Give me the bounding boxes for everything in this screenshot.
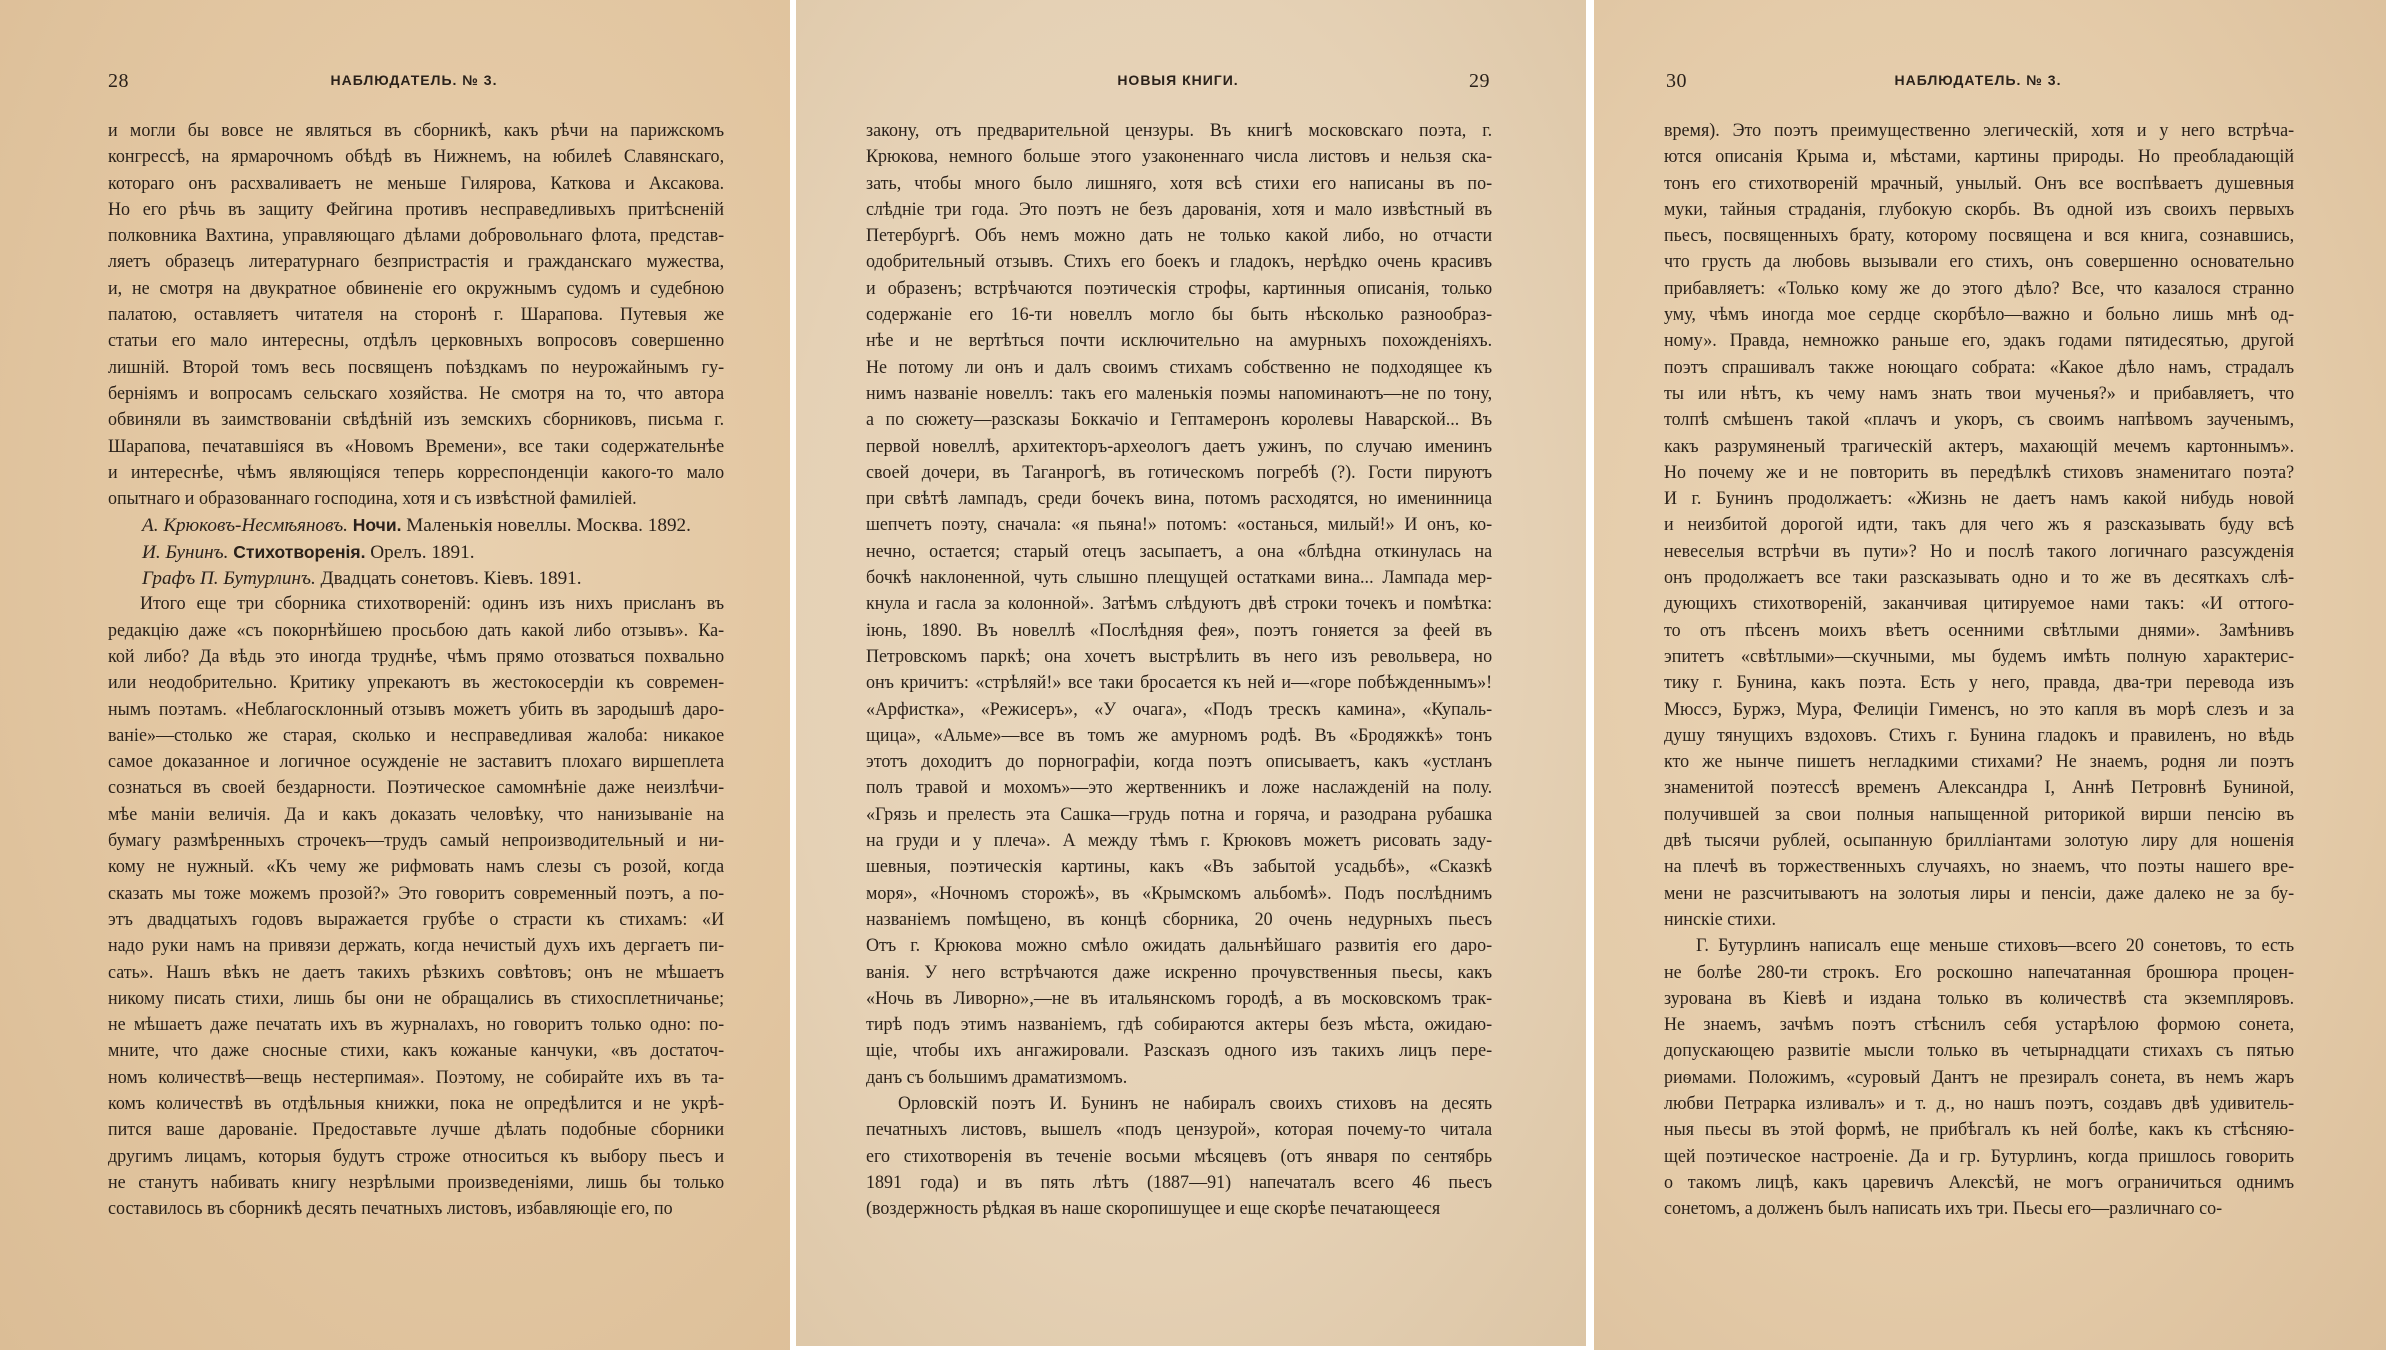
text-line: невеселыя встрѣчи въ пути»? Но и послѣ такого логичнаго разсужденія: [1664, 540, 2295, 562]
text-line: другимъ лицамъ, которыя будутъ строже относиться къ выбору пьесъ и: [108, 1145, 725, 1167]
text-line: нечно, остается; старый отецъ засыпаетъ, а она «блѣдна откинулась на: [866, 540, 1493, 562]
text-line: опытнаго и образованнаго господина, хотя и съ извѣстной фамиліей.: [108, 488, 637, 510]
text-line: нымъ поэтамъ. «Неблагосклонный отзывъ можетъ убить въ зародышѣ даро-: [108, 698, 725, 720]
text-line: дующихъ стихотвореній, заканчивая цитируемое нами такъ: «И оттого-: [1664, 593, 2295, 615]
running-head: НОВЫЯ КНИГИ.: [1117, 72, 1239, 88]
entry-title: Стихотворенія.: [233, 541, 366, 562]
text-line: сказать мы тоже можемъ прозой?» Это говоритъ современный поэтъ, а по-: [108, 882, 725, 904]
text-line: обвиняли въ заимствованіи свѣдѣній изъ земскихъ сборниковъ, письма г.: [108, 409, 725, 431]
text-line: сать». Нашъ вѣкъ не даетъ такихъ рѣзкихъ совѣтовъ; онъ не мѣшаетъ: [108, 961, 725, 983]
text-line: палатою, оставляетъ читателя на сторонѣ г. Шарапова. Путевыя же: [108, 304, 725, 326]
text-line: что грусть да любовь вызывали его стихъ, онъ совершенно основательно: [1664, 251, 2295, 273]
text-line: пится ваше дарованіе. Предоставьте лучше дѣлать подобные сборники: [108, 1119, 725, 1141]
text-line: муки, тайныя страданія, глубокую скорбь. Въ одной изъ своихъ первыхъ: [1664, 198, 2295, 220]
text-line: содержаніе его 16-ти новеллъ могло бы быть нѣсколько разнообраз-: [866, 304, 1493, 326]
text-line: редакцію даже «съ покорнѣйшею просьбою дать какой либо отзывъ». Ка-: [108, 619, 725, 641]
page-28: [0, 0, 790, 1350]
text-block-b: [108, 591, 724, 1222]
text-line: и интереснѣе, чѣмъ являющіяся теперь корреспонденціи какого-то мало: [108, 461, 725, 483]
text-line: самое доказанное и логичное осужденіе не заставитъ плохаго виршеплета: [108, 751, 725, 773]
text-line: щіе, чтобы ихъ ангажировали. Разсказъ одного изъ такихъ лицъ пере-: [866, 1040, 1493, 1062]
text-line: ются описанія Крыма и, мѣстами, картины природы. Но преобладающій: [1664, 146, 2295, 168]
text-line: зать, чтобы много было лишняго, хотя всѣ стихи его написаны въ по-: [866, 172, 1493, 194]
text-line: и образенъ; встрѣчаются поэтическія строфы, картинныя описанія, только: [866, 277, 1493, 299]
text-line: нимъ названіе новеллъ: такъ его маленькія поэмы напоминаютъ—не по тону,: [866, 382, 1493, 404]
entry-author: И. Бунинъ.: [142, 541, 229, 563]
text-line: кнула и гасла за колонной». Затѣмъ слѣдуютъ двѣ строки точекъ и помѣтка:: [866, 593, 1493, 615]
text-line: эпитетъ «свѣтлыми»—скучными, мы будемъ имѣть полную характерис-: [1664, 645, 2295, 667]
running-head: НАБЛЮДАТЕЛЬ. № 3.: [330, 72, 498, 88]
text-line: Г. Бутурлинъ написалъ еще меньше стиховъ—всего 20 сонетовъ, то есть: [1695, 935, 2295, 957]
text-line: поэтъ спрашивалъ также ноющаго собрата: «Какое дѣло намъ, страдалъ: [1664, 356, 2295, 378]
text-line: шепчетъ поэту, сначала: «я пьяна!» потомъ: «останься, милый!» И онъ, ко-: [866, 514, 1493, 536]
bibliography-entry: [108, 512, 724, 538]
text-line: нинскіе стихи.: [1664, 908, 1776, 930]
text-line: ляетъ образецъ литературнаго безпристрастія и гражданскаго мужества,: [108, 251, 725, 273]
page-body: [866, 118, 1492, 1222]
text-line: кому не нужный. «Къ чему же рифмовать намъ слезы съ розой, когда: [108, 856, 725, 878]
text-line: мните, что даже сносные стихи, какъ кожаные канчуки, «въ достаточ-: [108, 1040, 725, 1062]
text-line: «Ночь въ Ливорно»,—не въ итальянскомъ городѣ, а въ московскомъ трак-: [866, 987, 1493, 1009]
text-line: номъ количествѣ—вещь нестерпимая». Поэтому, не собирайте ихъ въ та-: [108, 1066, 725, 1088]
text-line: сознаться въ своей бездарности. Поэтическое самомнѣніе даже неизлѣчи-: [108, 777, 725, 799]
text-line: іюнь, 1890. Въ новеллѣ «Послѣдняя фея», поэтъ гоняется за феей въ: [866, 619, 1493, 641]
text-line: ваніе»—столько же старая, сколько и несправедливая жалоба: никакое: [108, 724, 725, 746]
text-line: первой новеллѣ, архитекторъ-археологъ даетъ ужинъ, по случаю именинъ: [866, 435, 1493, 457]
text-line: печатныхъ листовъ, вышелъ «подъ цензурой», которая почему-то читала: [866, 1119, 1493, 1141]
text-line: щей поэтическое настроеніе. Да и гр. Бутурлинъ, когда пришлось говорить: [1664, 1145, 2295, 1167]
text-line: данъ съ большимъ драматизмомъ.: [866, 1066, 1128, 1088]
text-line: (воздержность рѣдкая въ наше скоропишущее и еще скорѣе печатающееся: [866, 1198, 1441, 1220]
text-line: кто же нынче пишетъ негладкими стихами? Не знаемъ, родня ли поэтъ: [1664, 751, 2295, 773]
bibliography-entry: [108, 539, 724, 565]
text-line: любви Петрарка изливалъ» и т. д., но нашъ поэтъ, создавъ двѣ удивитель-: [1664, 1092, 2295, 1114]
text-line: Но почему же и не повторить въ передѣлкѣ стиховъ знаменитаго поэта?: [1664, 461, 2295, 483]
text-line: на плечѣ въ торжественныхъ случаяхъ, но знаемъ, что поэты нашего вре-: [1664, 856, 2295, 878]
text-line: моря», «Ночномъ сторожѣ», въ «Крымскомъ альбомѣ». Подъ послѣднимъ: [866, 882, 1493, 904]
text-line: этъ двадцатыхъ годовъ выражается грубѣе о страсти къ стихамъ: «И: [108, 908, 725, 930]
text-line: Не потому ли онъ и далъ своимъ стихамъ собственно не подходящее къ: [866, 356, 1493, 378]
text-line: при свѣтѣ лампадъ, среди бочекъ вина, потомъ расходятся, но именинница: [866, 488, 1493, 510]
text-block-b: [1664, 933, 2294, 1222]
text-line: его стихотворенія въ теченіе восьми мѣсяцевъ (отъ января по сентябрь: [866, 1145, 1493, 1167]
text-line: 1891 года) и въ пять лѣтъ (1887—91) напечаталъ всего 46 пьесъ: [866, 1171, 1493, 1193]
entry-author: Графъ П. Бутурлинъ.: [142, 568, 316, 590]
text-line: Петербургѣ. Объ немъ можно дать не только какой либо, но отчасти: [866, 225, 1493, 247]
text-line: риѳмами. Положимъ, «суровый Дантъ не презиралъ сонета, въ немъ жаръ: [1664, 1066, 2295, 1088]
text-line: комъ количествѣ въ отдѣльныя книжки, пока не опредѣлится и не укрѣ-: [108, 1092, 725, 1114]
text-line: Итого еще три сборника стихотвореній: одинъ изъ нихъ присланъ въ: [139, 593, 725, 615]
text-line: на груди и у плеча». А между тѣмъ г. Крюковъ можетъ рисовать заду-: [866, 830, 1493, 852]
text-line: Крюкова, немного больше этого узаконеннаго числа листовъ и нельзя ска-: [866, 146, 1493, 168]
page-number: 29: [1469, 70, 1490, 92]
page-header: [108, 70, 720, 98]
bibliography-entry: [108, 565, 724, 591]
text-line: уму, чѣмъ иногда мое сердце скорбѣло—важно и больно лишь мнѣ од-: [1664, 304, 2295, 326]
page-number: 28: [108, 70, 129, 92]
text-line: И г. Бунинъ продолжаетъ: «Жизнь не даетъ намъ какой нибудь новой: [1664, 488, 2295, 510]
entry-title: Ночи.: [352, 515, 402, 536]
page-body: [1664, 118, 2294, 1222]
text-line: «Арфистка», «Режисеръ», «У очага», «Подъ трескъ камина», «Купаль-: [866, 698, 1493, 720]
text-line: полковника Вахтина, управляющаго дѣлами добровольнаго флота, представ-: [108, 225, 725, 247]
text-line: тику г. Бунина, какъ поэта. Есть у него, правда, два-три перевода изъ: [1664, 672, 2295, 694]
text-line: слѣдніе три года. Это поэтъ не безъ дарованія, хотя и мало извѣстный въ: [866, 198, 1493, 220]
text-line: о такомъ лицѣ, какъ царевичъ Алексѣй, не могъ ограничиться однимъ: [1664, 1171, 2295, 1193]
text-line: онъ продолжаетъ все таки разсказывать одно и то же въ десяткахъ слѣ-: [1664, 567, 2295, 589]
text-line: названіемъ помѣщено, въ концѣ сборника, 20 очень недурныхъ пьесъ: [866, 908, 1493, 930]
text-line: то отъ пѣсенъ моихъ вѣетъ осенними свѣтлыми днями». Замѣнивъ: [1664, 619, 2295, 641]
text-line: онъ кричитъ: «стрѣляй!» все таки бросается къ ней и—«горе побѣжденнымъ»!: [866, 672, 1493, 694]
text-line: конгрессѣ, на ярмарочномъ обѣдѣ въ Нижнемъ, на юбилеѣ Славянскаго,: [108, 146, 725, 168]
text-line: берніямъ и вопросамъ сельскаго хозяйства. Не смотря на то, что автора: [108, 382, 725, 404]
text-block-b: [866, 1091, 1492, 1222]
text-block-a: [866, 118, 1492, 1091]
text-line: никому писать стихи, лишь бы они не обращались въ стихосплетничанье;: [108, 987, 725, 1009]
page-30: [1594, 0, 2386, 1350]
text-line: ванія. У него встрѣчаются даже искренно прочувственныя пьесы, какъ: [866, 961, 1493, 983]
text-line: прибавляетъ: «Только кому же до этого дѣло? Все, что казалося странно: [1664, 277, 2295, 299]
text-line: или неодобрительно. Критику упрекаютъ въ жестокосердіи къ современ-: [108, 672, 725, 694]
text-line: бочкѣ наклоненной, чуть слышно плещущей остатками вина... Лампада мер-: [866, 567, 1493, 589]
text-line: не болѣе 280-ти строкъ. Его роскошно напечатанная брошюра процен-: [1664, 961, 2295, 983]
text-line: и, не смотря на двукратное обвиненіе его окружнымъ судомъ и судебною: [108, 277, 725, 299]
text-line: ному». Правда, немножко раньше его, эдакъ годами пятидесятью, другой: [1664, 330, 2295, 352]
text-line: ныя пьесы въ этой формѣ, не прибѣгалъ къ ней болѣе, какъ къ стѣсняю-: [1664, 1119, 2295, 1141]
text-line: закону, отъ предварительной цензуры. Въ книгѣ московскаго поэта, г.: [866, 120, 1493, 141]
entry-author: А. Крюковъ-Несмѣяновъ.: [142, 515, 348, 537]
text-line: одобрительный отзывъ. Стихъ его боекъ и гладокъ, нерѣдко очень красивъ: [866, 251, 1493, 273]
text-line: своей дочери, въ Таганрогѣ, въ готическомъ погребѣ (?). Гости пируютъ: [866, 461, 1493, 483]
text-line: Отъ г. Крюкова можно смѣло ожидать дальнѣйшаго развитія его даро-: [866, 935, 1493, 957]
entry-details: Двадцать сонетовъ. Кіевъ. 1891.: [320, 568, 582, 590]
text-block-a: [108, 118, 724, 512]
text-line: допускающею развитіе мысли только въ четырнадцати стихахъ съ пятью: [1664, 1040, 2295, 1062]
text-line: мѣе маніи величія. Да и какъ доказать человѣку, что нанизываніе на: [108, 803, 725, 825]
text-line: Шарапова, печатавшіяся въ «Новомъ Времени», все таки содержательнѣе: [108, 435, 725, 457]
entry-details: Маленькія новеллы. Москва. 1892.: [406, 515, 691, 537]
text-line: Мюссэ, Буржэ, Мура, Фелиціи Гименсъ, но это капля въ морѣ слезъ и за: [1664, 698, 2295, 720]
text-line: и неизбитой дорогой идти, такъ для чего жъ я разсказывать буду всѣ: [1664, 514, 2295, 536]
text-line: какъ разрумяненый трагическій актеръ, махающій мечемъ картоннымъ».: [1664, 435, 2295, 457]
text-line: кой либо? Да вѣдь это иногда труднѣе, чѣмъ прямо отозваться похвально: [108, 645, 725, 667]
text-line: Но его рѣчь въ защиту Фейгина противъ несправедливыхъ притѣсненій: [108, 198, 725, 220]
text-line: надо руки намъ на привязи держать, когда нечистый духъ ихъ дергаетъ пи-: [108, 935, 725, 957]
text-line: тонъ его стихотвореній мрачный, унылый. Онъ все воспѣваетъ душевныя: [1664, 172, 2295, 194]
text-line: котораго онъ расхваливаетъ не меньше Гилярова, Каткова и Аксакова.: [108, 172, 725, 194]
text-block-a: [1664, 118, 2294, 933]
text-line: душу тянущихъ вздоховъ. Стихъ г. Бунина гладокъ и правиленъ, но вѣдь: [1664, 724, 2295, 746]
page-header: [866, 70, 1490, 98]
running-head: НАБЛЮДАТЕЛЬ. № 3.: [1894, 72, 2062, 88]
page-29: [796, 0, 1586, 1346]
page-number: 30: [1666, 70, 1687, 92]
text-line: «Грязь и прелесть эта Сашка—грудь потна и горяча, и разодрана рубашка: [866, 803, 1493, 825]
text-line: лишній. Второй томъ весь посвященъ поѣздкамъ по неурожайнымъ гу-: [108, 356, 725, 378]
text-line: зурована въ Кіевѣ и издана только въ количествѣ ста экземпляровъ.: [1664, 987, 2295, 1009]
text-line: мени не разсчитываютъ на золотыя лиры и пенсіи, даже далеко не за бу-: [1664, 882, 2295, 904]
entry-details: Орелъ. 1891.: [370, 541, 475, 563]
text-line: время). Это поэтъ преимущественно элегическій, хотя и у него встрѣча-: [1664, 120, 2295, 141]
text-line: получившей за свои полныя напыщенной риторикой вирши пенсію въ: [1664, 803, 2295, 825]
page-header: [1666, 70, 2290, 98]
text-line: этотъ доходитъ до порнографіи, когда поэтъ описываетъ, какъ «устланъ: [866, 751, 1493, 773]
text-line: полъ травой и мохомъ»—это жертвенникъ и ложе наслажденій на полу.: [866, 777, 1493, 799]
text-line: Не знаемъ, зачѣмъ поэтъ стѣснилъ себя устарѣлою формою сонета,: [1664, 1014, 2295, 1036]
text-line: двѣ тысячи рублей, осыпанную брилліантами золотую лиру для ношенія: [1664, 830, 2295, 852]
text-line: ты или нѣтъ, къ чему намъ знать твои мученья?» и прибавляетъ, что: [1664, 382, 2295, 404]
text-line: и могли бы вовсе не являться въ сборникѣ, какъ рѣчи на парижскомъ: [108, 120, 725, 141]
text-line: составилось въ сборникѣ десять печатныхъ листовъ, избавляющіе его, по: [108, 1198, 673, 1220]
page-body: [108, 118, 724, 1222]
text-line: знаменитой поэтессѣ временъ Александра I, Аннѣ Петровнѣ Буниной,: [1664, 777, 2295, 799]
text-line: щица», «Альме»—все въ томъ же амурномъ родѣ. Въ «Бродяжкѣ» тонъ: [866, 724, 1493, 746]
text-line: Орловскій поэтъ И. Бунинъ не набиралъ своихъ стиховъ на десять: [897, 1092, 1493, 1114]
bibliography: [108, 512, 724, 591]
text-line: толпѣ смѣшенъ такой «плачъ и укоръ, съ своимъ напѣвомъ заученымъ,: [1664, 409, 2295, 431]
text-line: нѣе и не вертѣться почти исключительно на амурныхъ похожденіяхъ.: [866, 330, 1493, 352]
text-line: статьи его мало интересны, отдѣлъ церковныхъ вопросовъ совершенно: [108, 330, 725, 352]
text-line: Петровскомъ паркѣ; она хочетъ выстрѣлить въ него изъ револьвера, но: [866, 645, 1493, 667]
text-line: а по сюжету—разсказы Боккачіо и Гептамеронъ королевы Наварской... Въ: [866, 409, 1493, 431]
text-line: пьесъ, посвященныхъ брату, которому посвящена и вся книга, сознавшись,: [1664, 225, 2295, 247]
text-line: бумагу размѣренныхъ строчекъ—трудъ самый непроизводительный и ни-: [108, 830, 725, 852]
text-line: не мѣшаетъ даже печатать ихъ въ журналахъ, но говоритъ только одно: по-: [108, 1014, 725, 1036]
text-line: тирѣ подъ этимъ названіемъ, гдѣ собираются актеры безъ мѣста, ожидаю-: [866, 1014, 1493, 1036]
text-line: сонетомъ, а долженъ былъ написать ихъ три. Пьесы его—различнаго со-: [1664, 1198, 2223, 1220]
text-line: не станутъ набивать книгу незрѣлыми произведеніями, лишь бы только: [108, 1171, 725, 1193]
text-line: шевныя, поэтическія картины, какъ «Въ забытой усадьбѣ», «Сказкѣ: [866, 856, 1493, 878]
